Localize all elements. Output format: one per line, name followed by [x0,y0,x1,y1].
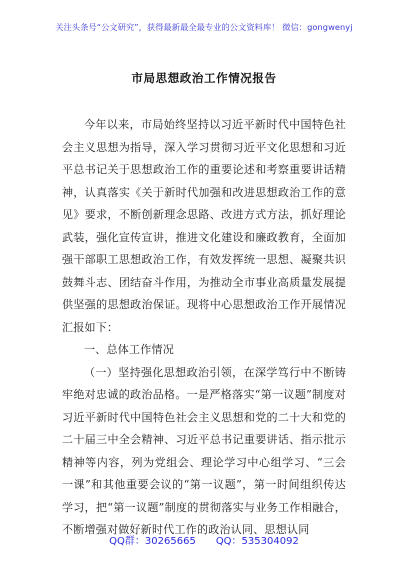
section-heading: 一、总体工作情况 [84,343,174,356]
document-title: 市局思想政治工作情况报告 [131,71,277,85]
header-notice: 关注头条号“公文研究”，获得最新最全最专业的公文资料库！ 微信：gongwenyj [55,22,353,32]
footer-contact [0,532,408,547]
intro-paragraph: 今年以来，市局始终坚持以习近平新时代中国特色社会主义思想为指导，深入学习贯彻习近平文化思想和习近平总书记关于思想政治工作的重要论述和考察重要讲话精神，认真落实《关于新时代加强和改进思想政治工作的意见》要求，不断创新理念思路、改进方式方法，抓好理论武装，强化宣传宣讲，推进文化建设和廉政教育，全面加强干部职工思想政治工作，有效发挥统一思想、凝聚共识鼓舞斗志、团结奋斗作用，为推动全市事业高质量发展提供坚强的思想政治保证。现将中心思想政治工作开展情况汇报如下： [62,118,346,334]
footer-qq: QQ：535304092 [215,536,299,547]
section-paragraph: （一）坚持强化思想政治引领，在深学笃行中不断铸牢绝对忠诚的政治品格。一是严格落实“第一议题”制度对习近平新时代中国特色社会主义思想和党的二十大和党的二十届三中全会精神、习近平总书记重要讲话、指示批示精神等内容，列为党组会、理论学习中心组学习、“三会一课”和其他重要会议的“第一议题”，第一时间组织传达学习，把“第一议题”制度的贯彻落实与业务工作相融合，不断增强对做好新时代工作的政治认同、思想认同 [62,365,346,536]
footer-qq-group: QQ群：30265665 [109,536,196,547]
document-body [62,114,346,542]
